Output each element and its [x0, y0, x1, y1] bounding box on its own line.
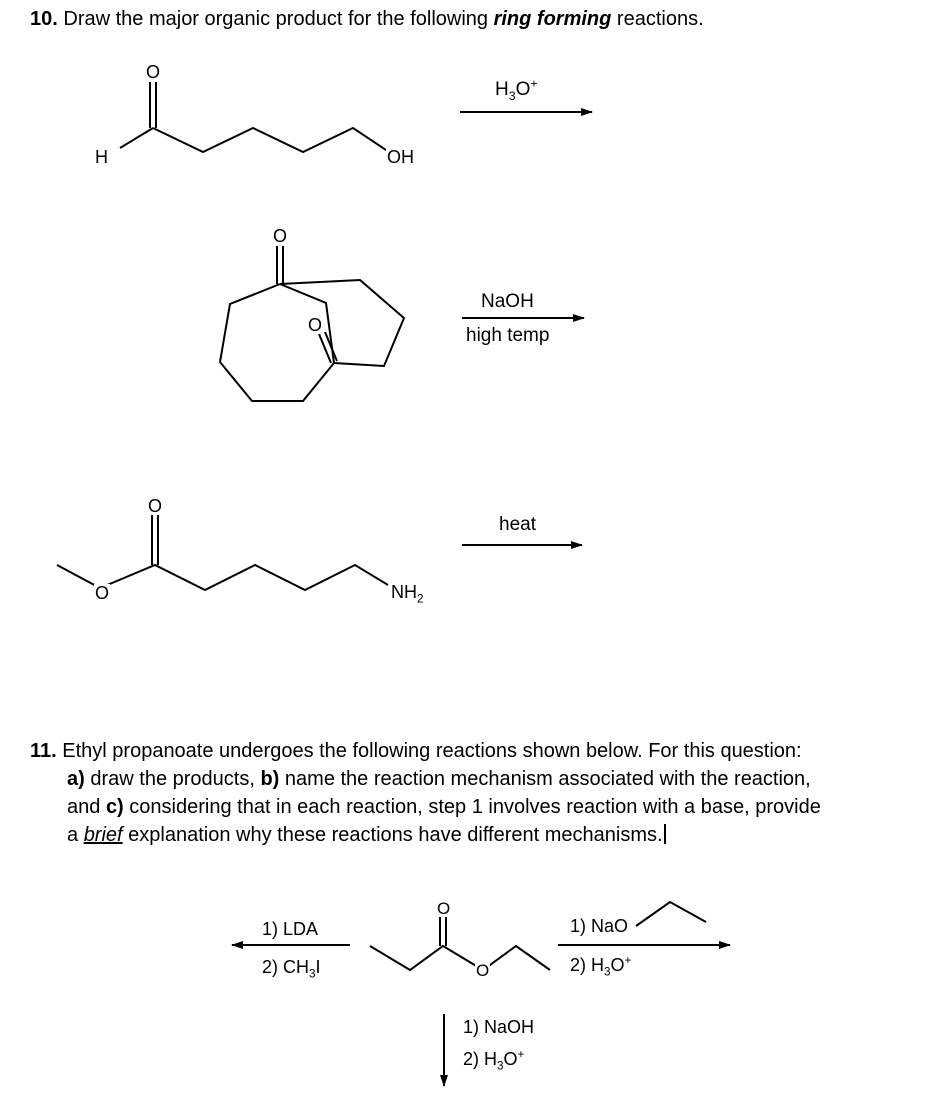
reagent-h3o: $H_3O^+$ — [495, 76, 538, 103]
bond — [120, 128, 153, 148]
left-reagent-step2: 2) $CH_3I$ — [262, 957, 321, 981]
carbon-chain — [370, 946, 550, 970]
molecule-ethyl-propanoate — [370, 917, 550, 970]
reagent-conditions: high temp — [466, 325, 550, 346]
atom-label-nh2: $NH_2$ — [391, 582, 424, 606]
down-reagent-step2: 2) $H_3O^+$ — [463, 1048, 525, 1073]
question-number: 11. — [30, 740, 57, 762]
atom-label: O — [437, 899, 451, 918]
question-line: 11. Ethyl propanoate undergoes the following reactions shown below. For this question: — [30, 740, 802, 762]
question-line: a) draw the products, b) name the reaction mechanism associated with the reaction, — [67, 768, 811, 790]
atom-label: O — [95, 583, 110, 603]
ring-right — [280, 280, 404, 366]
atom-label: OH — [387, 147, 414, 167]
ring-left — [220, 284, 334, 401]
atom-label: O — [476, 961, 490, 980]
atom-label: O — [146, 62, 161, 82]
question-11-text — [30, 740, 935, 860]
reagent-naoh: NaOH — [481, 291, 534, 312]
right-reagent-step1: 1) NaO — [570, 916, 629, 936]
question-emphasis: ring forming — [493, 8, 612, 30]
molecule-hydroxy-aldehyde — [120, 82, 386, 152]
question-text: Draw the major organic product for the following — [63, 8, 489, 30]
question-text-end: reactions. — [616, 8, 704, 30]
right-reagent-step2: 2) $H_3O^+$ — [570, 954, 632, 979]
atom-label: O — [308, 315, 323, 335]
question-line: a brief explanation why these reactions have different mechanisms. — [67, 824, 666, 847]
reagent-heat: heat — [499, 514, 536, 535]
down-reagent-step1: 1) NaOH — [463, 1017, 535, 1037]
left-reagent-step1: 1) LDA — [262, 919, 319, 939]
question-number: 10. — [30, 8, 58, 30]
question-line: and c) considering that in each reaction, step 1 involves reaction with a base, provide — [67, 796, 821, 818]
atom-label: H — [95, 147, 108, 167]
emphasis-brief: brief — [83, 824, 123, 846]
carbon-chain — [153, 128, 386, 152]
text-cursor — [664, 824, 666, 844]
atom-label: O — [273, 226, 288, 246]
atom-label: O — [148, 496, 163, 516]
ethoxide-chain — [636, 902, 706, 926]
molecule-amino-ester — [57, 515, 388, 590]
carbonyl-bond — [319, 334, 331, 363]
